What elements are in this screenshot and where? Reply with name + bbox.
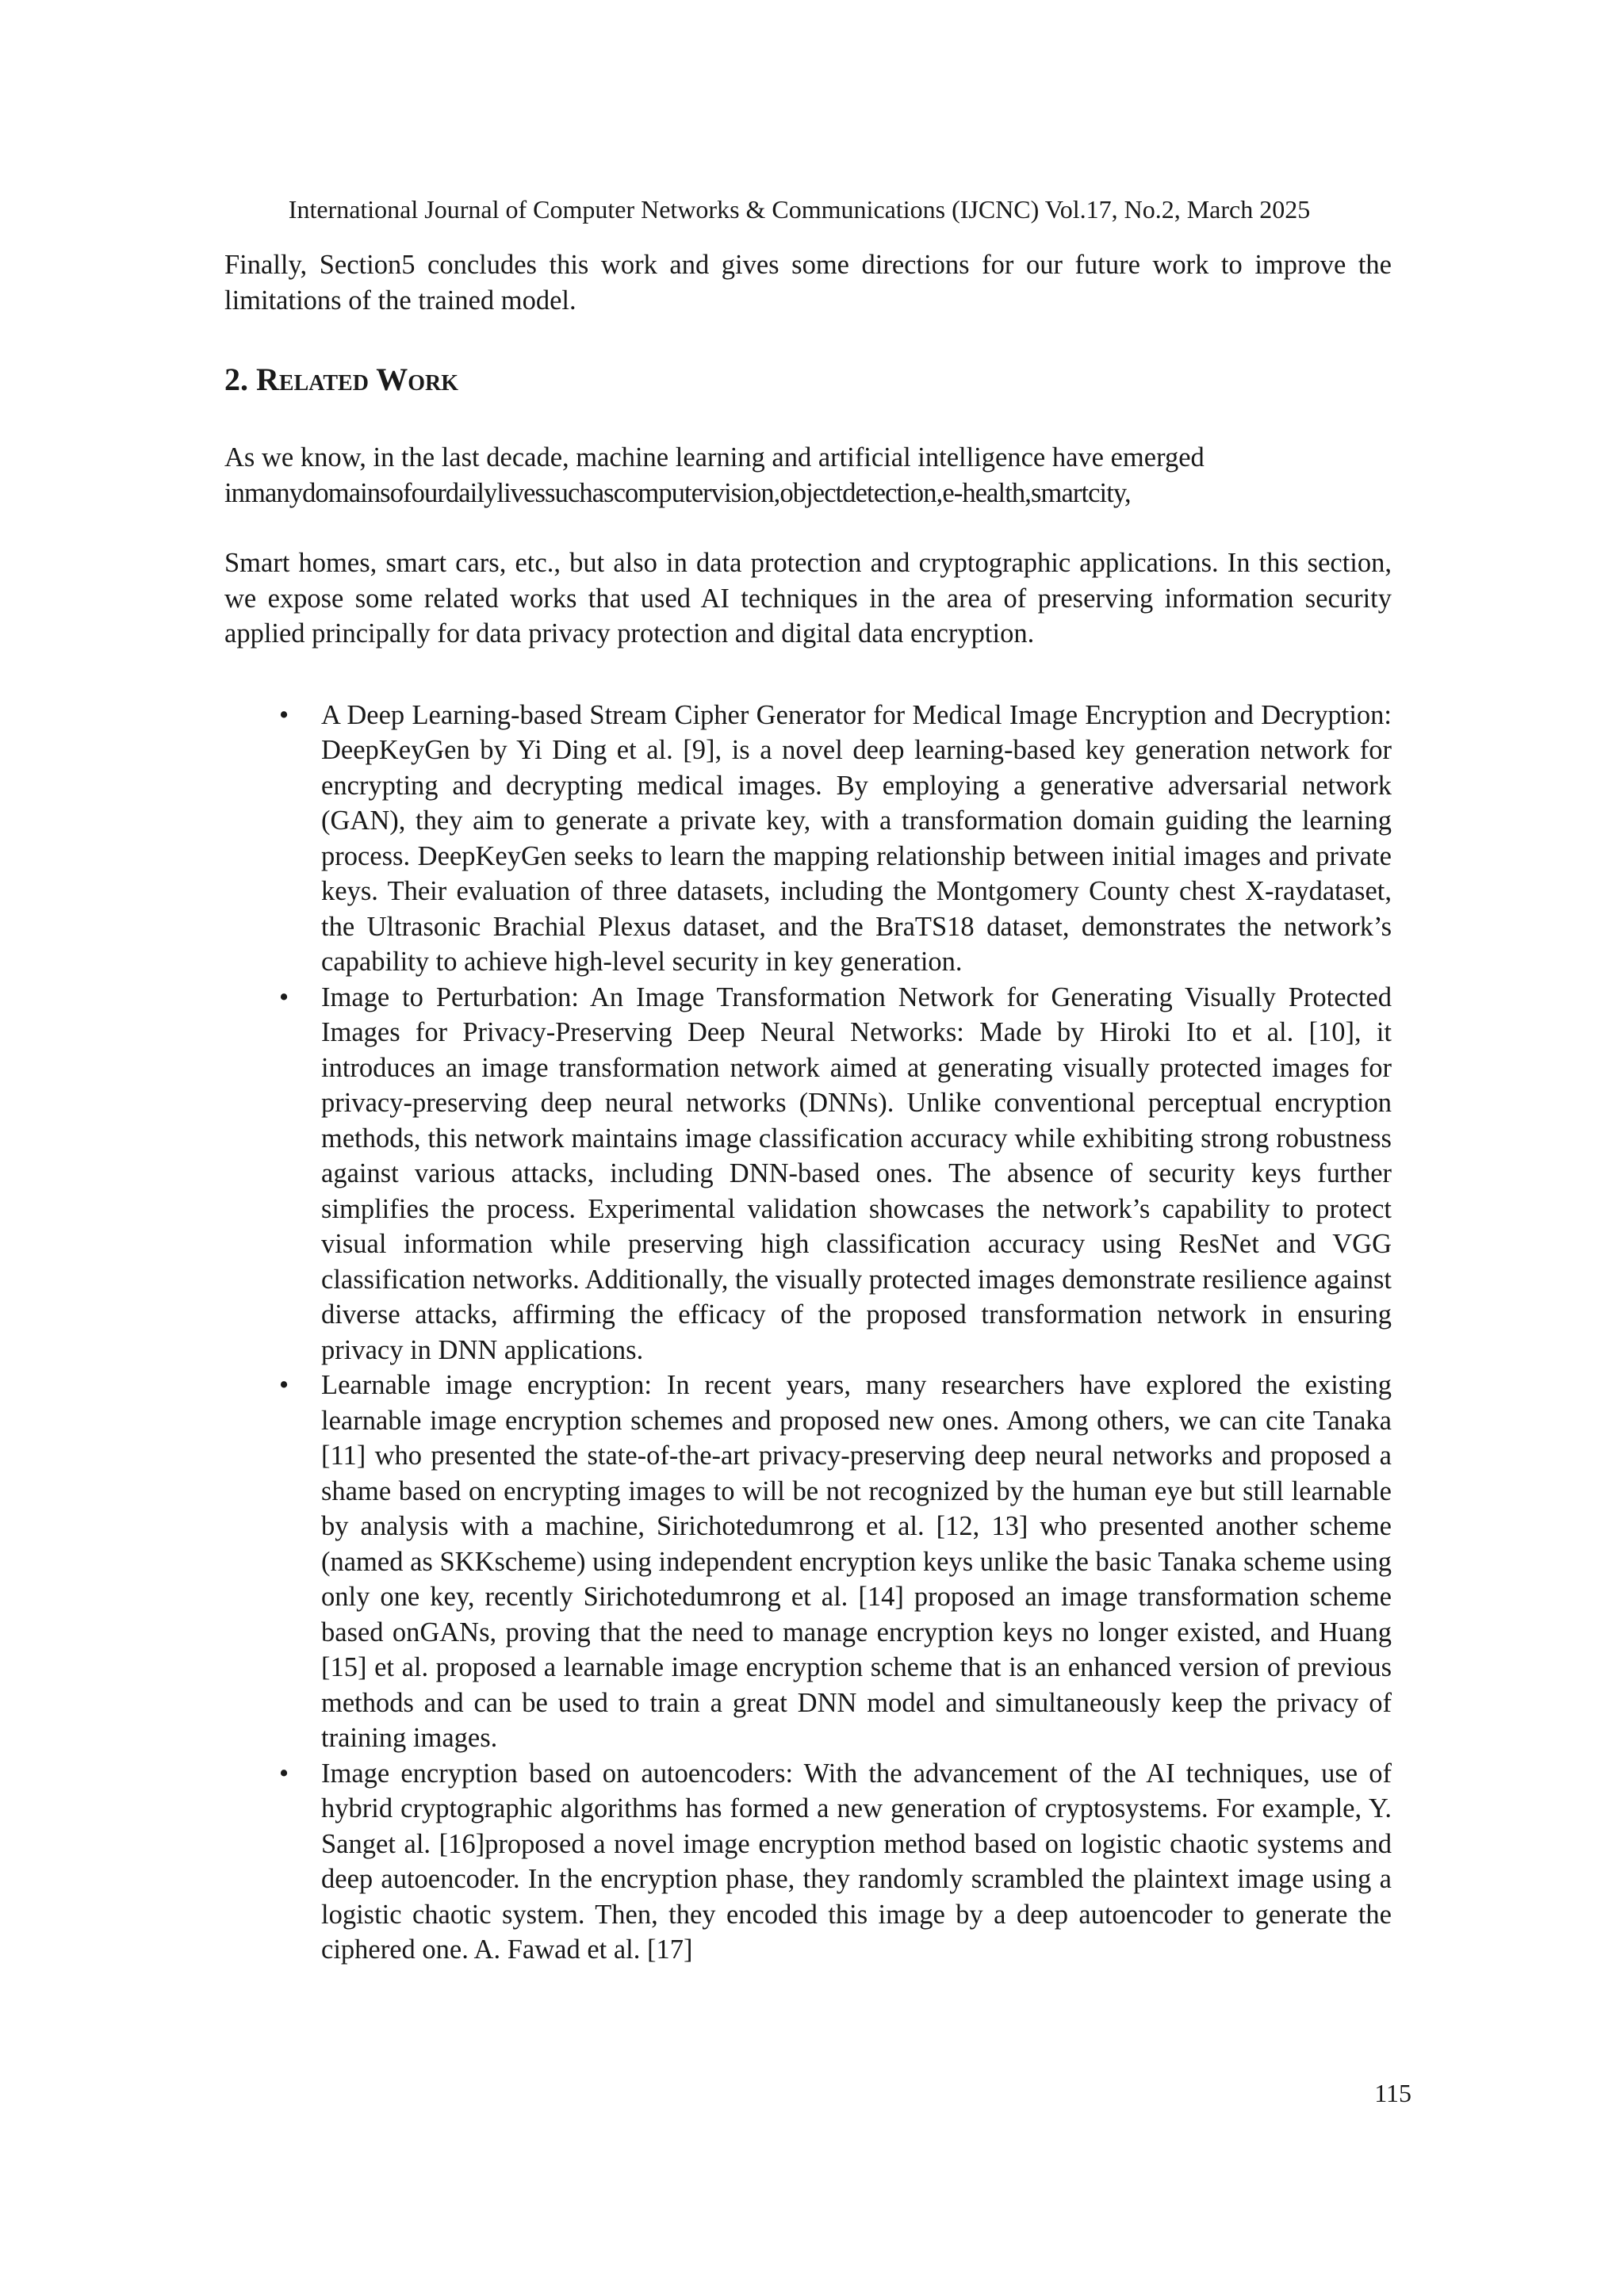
related-work-paragraph-1-squashed-line: inmanydomainsofourdailylivessuchascomputervision,objectdetection,e-health,smartcity, <box>224 477 1131 508</box>
related-work-paragraph-1: As we know, in the last decade, machine learning and artificial intelligence have emerged <box>224 442 1205 473</box>
related-work-list <box>224 698 1392 1968</box>
list-item <box>224 980 1392 1368</box>
section-heading: 2. Related Work <box>224 362 459 397</box>
page-body <box>224 247 1392 1968</box>
bullet-icon: • <box>278 1370 289 1400</box>
bullet-icon: • <box>278 699 289 730</box>
list-item-text: Image encryption based on autoencoders: With the advancement of the AI techniques, use of hybrid cryptographic algorithms has formed a new generation of cryptosystems. For example, Y. Sanget al. [16]proposed a novel image encryption method based on logistic chaotic systems and deep autoencoder. In the encryption phase, they randomly scrambled the plaintext image using a logistic chaotic system. Then, they encoded this image by a deep autoencoder to generate the ciphered one. A. Fawad et al. [17] <box>321 1758 1392 1965</box>
list-item <box>224 1756 1392 1968</box>
list-item-text: Learnable image encryption: In recent years, many researchers have explored the existing learnable image encryption schemes and proposed new ones. Among others, we can cite Tanaka [11] who presented the state-of-the-art privacy-preserving deep neural networks and proposed a shame based on encrypting images to will be not recognized by the human eye but still learnable by analysis with a machine, Sirichotedumrong et al. [12, 13] who presented another scheme (named as SKKscheme) using independent encryption keys unlike the basic Tanaka scheme using only one key, recently Sirichotedumrong et al. [14] proposed an image transformation scheme based onGANs, proving that the need to manage encryption keys no longer existed, and Huang [15] et al. proposed a learnable image encryption scheme that is an enhanced version of previous methods and can be used to train a great DNN model and simultaneously keep the privacy of training images. <box>321 1370 1392 1753</box>
list-item <box>224 698 1392 980</box>
list-item-text: A Deep Learning-based Stream Cipher Generator for Medical Image Encryption and Decryption: DeepKeyGen by Yi Ding et al. [9], is a novel deep learning-based key generation network for encrypting and decrypting medical images. By employing a generative adversarial network (GAN), they aim to generate a private key, with a transformation domain guiding the learning process. DeepKeyGen seeks to learn the mapping relationship between initial images and private keys. Their evaluation of three datasets, including the Montgomery County chest X-raydataset, the Ultrasonic Brachial Plexus dataset, and the BraTS18 dataset, demonstrates the network’s capability to achieve high-level security in key generation. <box>321 699 1392 977</box>
running-header: International Journal of Computer Networks & Communications (IJCNC) Vol.17, No.2, March 2025 <box>288 195 1311 224</box>
list-item <box>224 1368 1392 1756</box>
page-number: 115 <box>1374 2079 1411 2107</box>
bullet-icon: • <box>278 1758 289 1789</box>
list-item-text: Image to Perturbation: An Image Transformation Network for Generating Visually Protected Images for Privacy-Preserving Deep Neural Networks: Made by Hiroki Ito et al. [10], it introduces an image transformation network aimed at generating visually protected images for privacy-preserving deep neural networks (DNNs). Unlike conventional perceptual encryption methods, this network maintains image classification accuracy while exhibiting strong robustness against various attacks, including DNN-based ones. The absence of security keys further simplifies the process. Experimental validation showcases the network’s capability to protect visual information while preserving high classification accuracy using ResNet and VGG classification networks. Additionally, the visually protected images demonstrate resilience against diverse attacks, affirming the efficacy of the proposed transformation network in ensuring privacy in DNN applications. <box>321 982 1392 1365</box>
bullet-icon: • <box>278 982 289 1012</box>
intro-closing-paragraph: Finally, Section5 concludes this work and gives some directions for our future work to improve the limitations of the trained model. <box>224 250 1392 316</box>
related-work-paragraph-2: Smart homes, smart cars, etc., but also in data protection and cryptographic applications. In this section, we expose some related works that used AI techniques in the area of preserving information security applied principally for data privacy protection and digital data encryption. <box>224 548 1392 649</box>
